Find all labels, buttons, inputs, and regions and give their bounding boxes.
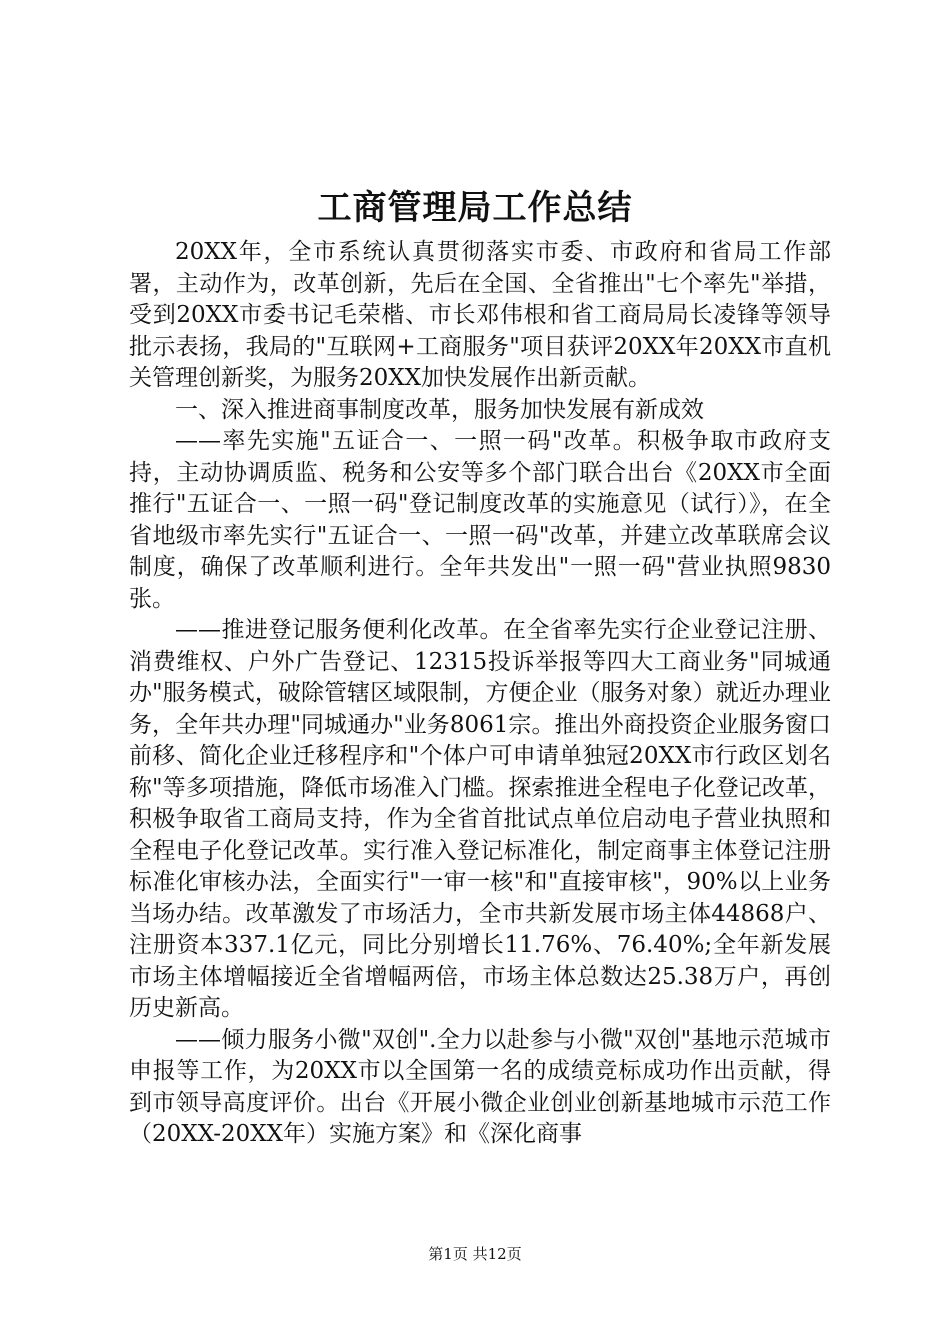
paragraph-intro: 20XX年，全市系统认真贯彻落实市委、市政府和省局工作部署，主动作为，改革创新，先后在全国、全省推出"七个率先"举措，受到20XX市委书记毛荣楷、市长邓伟根和省工商局局长凌锋等领导批示表扬，我局的"互联网+工商服务"项目获评20XX年20XX市直机关管理创新奖，为服务20XX加快发展作出新贡献。 [129, 239, 831, 391]
page-number: 第1页 共12页 [428, 1245, 522, 1263]
paragraph-small-micro-support: ——倾力服务小微"双创".全力以赴参与小微"双创"基地示范城市申报等工作，为20XX市以全国第一名的成绩竞标成功作出贡献，得到市领导高度评价。出台《开展小微企业创业创新基地城市示范工作（20XX-20XX年）实施方案》和《深化商事 [129, 1026, 831, 1147]
paragraph-five-certificates: ——率先实施"五证合一、一照一码"改革。积极争取市政府支持，主动协调质监、税务和公安等多个部门联合出台《20XX市全面推行"五证合一、一照一码"登记制度改革的实施意见（试行）》，在全省地级市率先实行"五证合一、一照一码"改革，并建立改革联席会议制度，确保了改革顺利进行。全年共发出"一照一码"营业执照9830张。 [129, 428, 831, 612]
document-title: 工商管理局工作总结 [317, 188, 633, 228]
paragraph-registration-reform: ——推进登记服务便利化改革。在全省率先实行企业登记注册、消费维权、户外广告登记、12315投诉举报等四大工商业务"同城通办"服务模式，破除管辖区域限制，方便企业（服务对象）就近办理业务，全年共办理"同城通办"业务8061宗。推出外商投资企业服务窗口前移、简化企业迁移程序和"个体户可申请单独冠20XX市行政区划名称"等多项措施，降低市场准入门槛。探索推进全程电子化登记改革，积极争取省工商局支持，作为全省首批试点单位启动电子营业执照和全程电子化登记改革。实行准入登记标准化，制定商事主体登记注册标准化审核办法，全面实行"一审一核"和"直接审核"，90%以上业务当场办结。改革激发了市场活力，全市共新发展市场主体44868户、注册资本337.1亿元，同比分别增长11.76%、76.40%;全年新发展市场主体增幅接近全省增幅两倍，市场主体总数达25.38万户，再创历史新高。 [129, 617, 831, 1021]
section-heading-1: 一、深入推进商事制度改革，服务加快发展有新成效 [175, 396, 704, 423]
document-body [129, 237, 831, 1151]
